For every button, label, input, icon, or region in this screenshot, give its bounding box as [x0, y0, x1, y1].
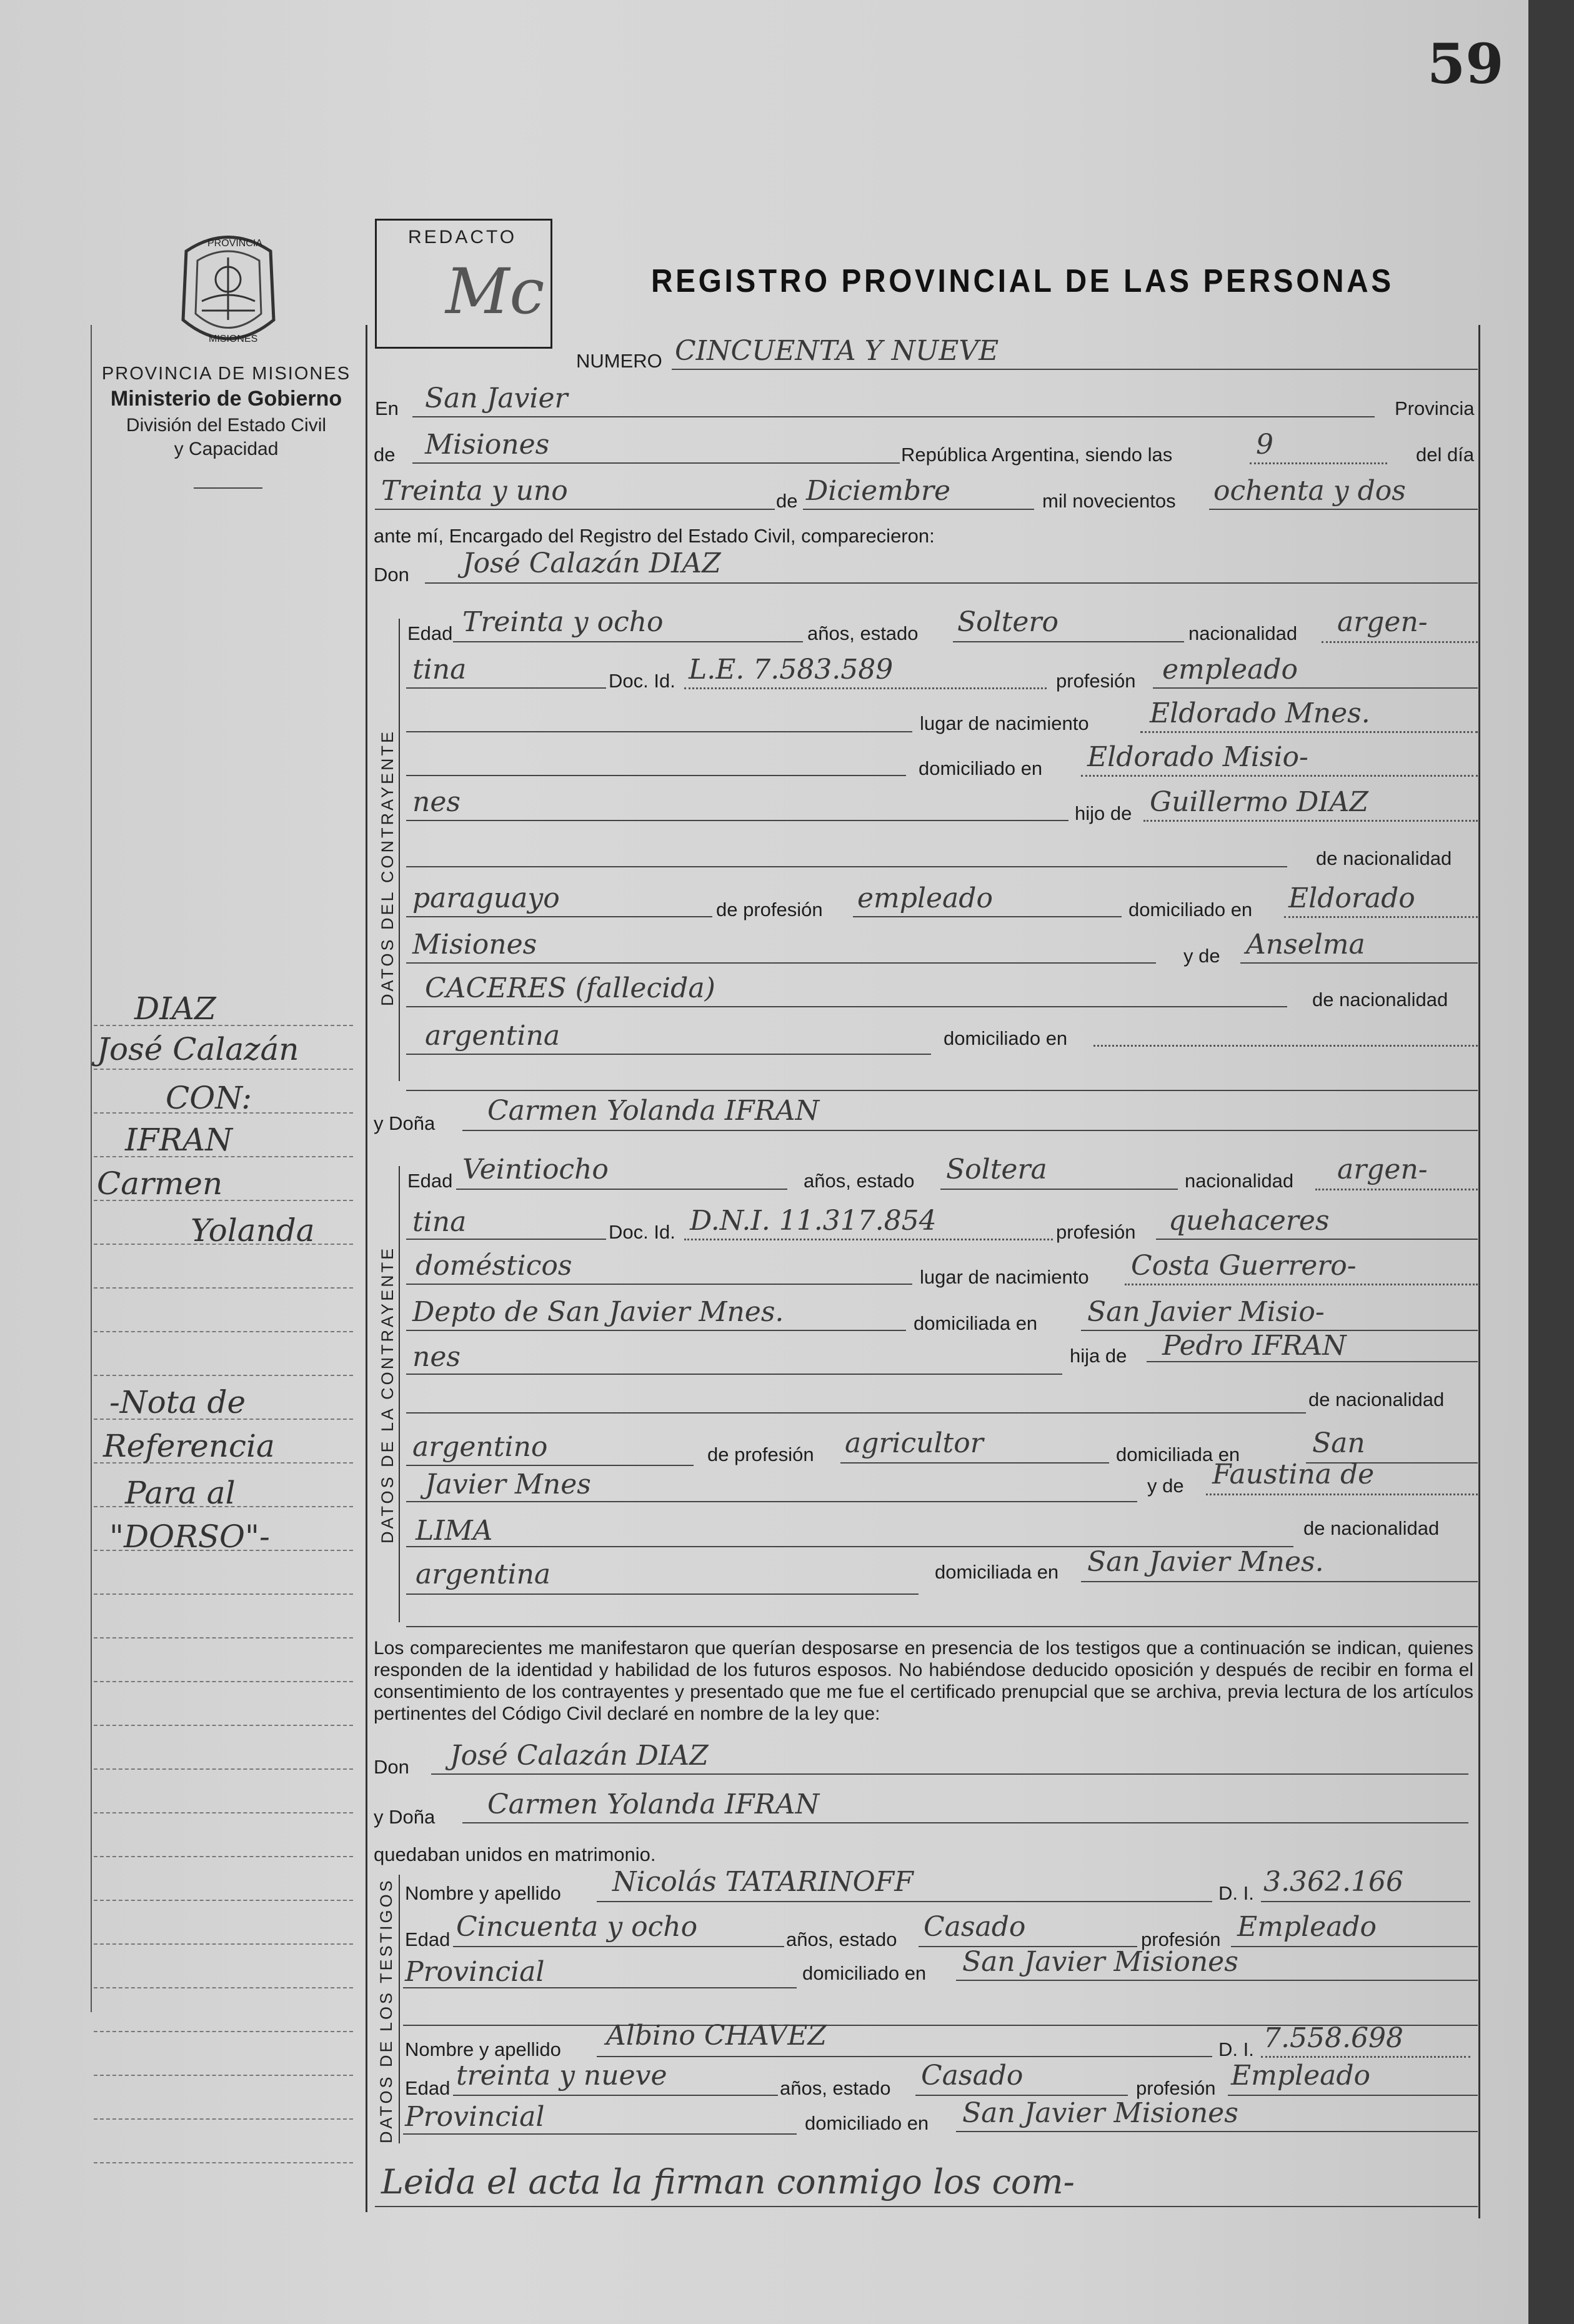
margin-name-bride: Carmen [97, 1165, 223, 1202]
madre-nacionalidad-label: de nacionalidad [1312, 989, 1448, 1010]
contrayenta-madre2: LIMA [416, 1515, 493, 1547]
contrayenta-section-label: DATOS DE LA CONTRAYENTE [378, 1245, 397, 1544]
margin-name-groom: José Calazán [97, 1031, 299, 1067]
contrayente-padre-nac: paraguayo [412, 882, 560, 914]
hora-value: 9 [1256, 429, 1273, 461]
contrayente-padre-prof: empleado [857, 882, 993, 914]
contrayente-nac1: argen- [1337, 606, 1428, 638]
redacto-stamp [375, 219, 552, 349]
t1-edad-label: Edad [405, 1928, 451, 1950]
en-value: San Javier [425, 382, 568, 414]
contrayenta-padre-nac: argentino [412, 1431, 548, 1463]
contrayente-domic1: Eldorado Misio- [1087, 741, 1308, 773]
lugar-label: lugar de nacimiento [920, 712, 1089, 734]
margin-note-1: -Nota de [109, 1384, 246, 1420]
testigo1-estado: Casado [924, 1911, 1026, 1943]
margin-note-3: Para al [125, 1475, 236, 1511]
contrayenta-lugar1: Costa Guerrero- [1131, 1250, 1357, 1282]
republica-label: República Argentina, siendo las [901, 444, 1173, 466]
edad-label: Edad [407, 1170, 453, 1192]
t1-di-label: D. I. [1218, 1882, 1254, 1904]
contrayenta-nac1: argen- [1337, 1154, 1428, 1185]
margin-name-bride-2: Yolanda [191, 1212, 315, 1249]
contrayente-section-label: DATOS DEL CONTRAYENTE [378, 729, 397, 1006]
domiciliada-label: domiciliada en [914, 1312, 1038, 1334]
t1-nombre-label: Nombre y apellido [405, 1882, 561, 1904]
contrayente-domic2: nes [412, 786, 461, 818]
de-profesion-label: de profesión [716, 899, 823, 920]
madre-domiciliada-label: domiciliada en [935, 1561, 1059, 1583]
page-number: 59 [1427, 31, 1504, 96]
madre-nacionalidad-label: de nacionalidad [1303, 1517, 1440, 1539]
testigo1-edad: Cincuenta y ocho [456, 1911, 698, 1943]
redacto-initials: Mc [446, 255, 545, 328]
t1-domic-label: domiciliado en [802, 1962, 927, 1984]
contrayente-madre2: CACERES (fallecida) [425, 972, 715, 1004]
margin-con: CON: [166, 1080, 252, 1116]
contrayenta-padre-prof: agricultor [845, 1427, 984, 1459]
contrayenta-padre: Pedro IFRAN [1162, 1330, 1347, 1362]
margin-note-4: "DORSO"- [109, 1519, 270, 1555]
testigo2-di: 7.558.698 [1263, 2022, 1403, 2054]
provincia-label: Provincia [1395, 397, 1475, 419]
testigo2-edad: treinta y nueve [456, 2060, 667, 2092]
contrayente-nac2: tina [412, 654, 467, 686]
testigo1-prof1: Empleado [1237, 1911, 1377, 1943]
contrayenta-profesion2: domésticos [416, 1250, 572, 1282]
testigo2-nombre: Albino CHAVEZ [606, 2020, 827, 2052]
de-mes-label: de [776, 490, 798, 512]
t2-domic-label: domiciliado en [805, 2112, 929, 2134]
dona-label: y Doña [374, 1112, 436, 1134]
division-subtitle: y Capacidad [174, 439, 279, 459]
contrayente-padre-domic2: Misiones [412, 929, 537, 960]
testigo1-prof2: Provincial [405, 1956, 545, 1988]
testigo2-prof2: Provincial [405, 2101, 545, 2133]
y-de-label: y de [1147, 1475, 1184, 1497]
nacionalidad-label: nacionalidad [1185, 1170, 1294, 1192]
margin-surname-bride: IFRAN [125, 1122, 232, 1158]
mes-value: Diciembre [806, 475, 951, 507]
contrayenta-madre-nac: argentina [416, 1558, 551, 1590]
don-label: Don [374, 564, 409, 586]
contrayenta-madre-domic: San Javier Mnes. [1087, 1546, 1324, 1578]
contrayente-profesion: empleado [1162, 654, 1298, 686]
contrayente-madre1: Anselma [1246, 929, 1365, 960]
profesion-label: profesión [1056, 1221, 1136, 1243]
redacto-label: REDACTO [408, 227, 517, 247]
dia-value: Treinta y uno [381, 475, 568, 507]
crest-banner-bottom: MISIONES [209, 334, 258, 344]
margin-surname-groom: DIAZ [134, 990, 216, 1027]
t2-estado-label: años, estado [780, 2077, 891, 2099]
numero-value: CINCUENTA Y NUEVE [675, 335, 999, 367]
anios-estado-label: años, estado [804, 1170, 915, 1192]
profesion-label: profesión [1056, 670, 1136, 692]
document-title: REGISTRO PROVINCIAL DE LAS PERSONAS [651, 263, 1394, 299]
contrayenta-name: Carmen Yolanda IFRAN [487, 1095, 820, 1127]
numero-label: NUMERO [576, 350, 662, 372]
padre-domiciliada-label: domiciliada en [1116, 1444, 1240, 1465]
mil-label: mil novecientos [1042, 490, 1176, 512]
edad-label: Edad [407, 622, 453, 644]
ministry-name: Ministerio de Gobierno [110, 387, 342, 411]
lugar-label: lugar de nacimiento [920, 1266, 1089, 1288]
contrayente-madre-nac: argentina [425, 1020, 560, 1052]
madre-domiciliado-label: domiciliado en [944, 1027, 1068, 1049]
testigo2-domic: San Javier Misiones [962, 2097, 1238, 2129]
contrayente-padre: Guillermo DIAZ [1150, 786, 1368, 818]
closing-dona-value: Carmen Yolanda IFRAN [487, 1788, 820, 1820]
contrayente-edad: Treinta y ocho [462, 606, 664, 638]
testigo1-nombre: Nicolás TATARINOFF [612, 1866, 914, 1898]
contrayenta-estado: Soltera [946, 1154, 1047, 1185]
form-right-rule [1478, 325, 1480, 2218]
t1-prof-label: profesión [1141, 1928, 1221, 1950]
province-name: PROVINCIA DE MISIONES [101, 364, 351, 384]
contrayente-name: José Calazán DIAZ [462, 547, 721, 579]
t2-nombre-label: Nombre y apellido [405, 2038, 561, 2060]
t2-di-label: D. I. [1218, 2038, 1254, 2060]
margin-note-2: Referencia [103, 1428, 275, 1464]
testigo2-estado: Casado [921, 2060, 1024, 2092]
contrayente-estado: Soltero [957, 606, 1058, 638]
divider [194, 487, 262, 489]
form-left-rule [366, 325, 367, 2212]
closing-dona-label: y Doña [374, 1806, 436, 1828]
scan-background [1528, 0, 1574, 2324]
closing-handwritten-line: Leida el acta la firman conmigo los com- [381, 2162, 1075, 2202]
hija-de-label: hija de [1070, 1345, 1127, 1367]
contrayenta-lugar2: Depto de San Javier Mnes. [412, 1296, 784, 1328]
testigos-section-label: DATOS DE LOS TESTIGOS [377, 1878, 396, 2143]
anio-value: ochenta y dos [1213, 475, 1406, 507]
contrayente-padre-domic1: Eldorado [1288, 882, 1415, 914]
province-value: Misiones [425, 429, 550, 461]
en-label: En [375, 397, 399, 419]
t2-edad-label: Edad [405, 2077, 451, 2099]
hijo-de-label: hijo de [1075, 802, 1132, 824]
contrayenta-nac2: tina [412, 1206, 467, 1238]
contrayenta-padre-domic2: Javier Mnes [425, 1469, 591, 1500]
ante-mi-text: ante mí, Encargado del Registro del Estado Civil, comparecieron: [374, 525, 935, 547]
testigo1-di: 3.362.166 [1263, 1866, 1403, 1898]
del-dia-label: del día [1416, 444, 1475, 466]
doc-label: Doc. Id. [609, 670, 675, 692]
contrayenta-doc: D.N.I. 11.317.854 [690, 1205, 937, 1237]
contrayenta-profesion1: quehaceres [1168, 1205, 1330, 1237]
testigo1-domic: San Javier Misiones [962, 1946, 1238, 1978]
legal-paragraph: Los comparecientes me manifestaron que querían desposarse en presencia de los testigos que a continuación se indican, quienes responden de la identidad y habilidad de los futuros esposos. No habiéndose deducido oposición y después de recibir en forma el consentimiento de los contrayentes y presentado que me fue el certificado prenupcial que se archiva, previa lectura de los artículos pertinentes del Código Civil declaré en nombre de la ley que: [374, 1638, 1473, 1724]
t2-prof-label: profesión [1136, 2077, 1216, 2099]
de-label: de [374, 444, 396, 466]
de-nacionalidad-label: de nacionalidad [1316, 847, 1452, 869]
contrayenta-domic1: San Javier Misio- [1087, 1296, 1325, 1328]
coat-of-arms-icon [174, 226, 283, 351]
de-profesion-label: de profesión [707, 1444, 814, 1465]
contrayente-lugar: Eldorado Mnes. [1150, 697, 1370, 729]
margin-left-rule [91, 325, 92, 2012]
contrayenta-madre1: Faustina de [1212, 1459, 1375, 1490]
crest-banner-top: PROVINCIA [207, 238, 263, 249]
de-nacionalidad-label: de nacionalidad [1308, 1389, 1445, 1410]
closing-don-value: José Calazán DIAZ [450, 1740, 709, 1772]
contrayente-doc: L.E. 7.583.589 [689, 654, 894, 686]
unidos-text: quedaban unidos en matrimonio. [374, 1843, 656, 1865]
y-de-label: y de [1183, 945, 1220, 967]
contrayenta-padre-domic1: San [1312, 1427, 1365, 1459]
doc-label: Doc. Id. [609, 1221, 675, 1243]
padre-domiciliado-label: domiciliado en [1128, 899, 1253, 920]
testigo2-prof1: Empleado [1231, 2060, 1371, 2092]
issuing-authority [89, 364, 364, 460]
division-name: División del Estado Civil [126, 415, 327, 436]
contrayenta-edad: Veintiocho [462, 1154, 609, 1185]
t1-estado-label: años, estado [786, 1928, 897, 1950]
anios-estado-label: años, estado [807, 622, 919, 644]
closing-don-label: Don [374, 1756, 409, 1778]
domiciliado-label: domiciliado en [919, 757, 1043, 779]
contrayenta-domic2: nes [412, 1341, 461, 1373]
nacionalidad-label: nacionalidad [1188, 622, 1298, 644]
